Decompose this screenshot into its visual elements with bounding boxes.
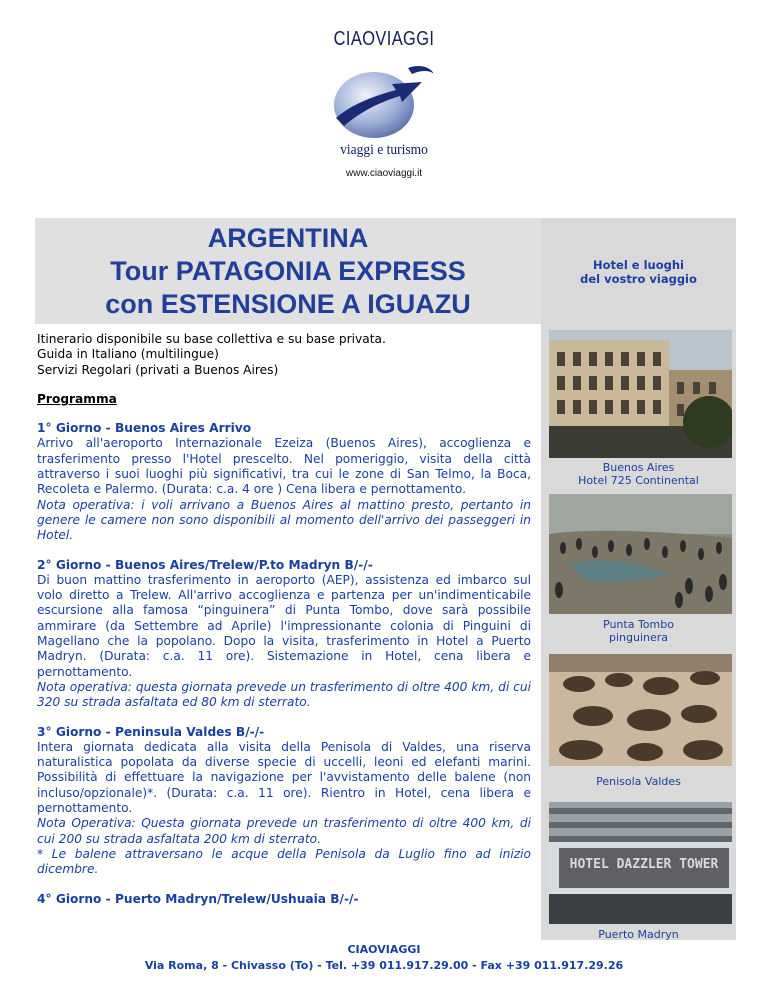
photo-caption xyxy=(541,461,736,487)
day-4 xyxy=(37,892,531,907)
sidebar-heading xyxy=(541,258,736,286)
main-content xyxy=(35,218,541,940)
hotel-sign: HOTEL DAZZLER TOWER xyxy=(569,857,719,872)
title-box xyxy=(35,218,541,324)
sidebar-heading-line: Hotel e luoghi xyxy=(593,258,684,272)
website-url: www.ciaoviaggi.it xyxy=(345,168,423,179)
day-note: Nota operativa: i voli arrivano a Buenos Aires al mattino presto, pertanto in genere le camere non sono disponibili al momento dell'arrivo dei passeggeri in Hotel. xyxy=(37,497,531,543)
day-note-footnote: * Le balene attraversano le acque della Penisola da Luglio fino ad inizio dicembre. xyxy=(37,846,531,877)
caption-line: Puerto Madryn xyxy=(598,928,679,941)
sidebar-heading-line: del vostro viaggio xyxy=(580,272,697,286)
penguin-colony-photo xyxy=(549,494,732,614)
globe-logo-icon xyxy=(322,60,446,142)
photo-caption xyxy=(541,775,736,788)
brand-tagline: viaggi e turismo xyxy=(340,142,428,158)
title-line-3: con ESTENSIONE A IGUAZU xyxy=(105,289,471,319)
day-note: Nota Operativa: Questa giornata prevede un trasferimento di oltre 400 km, di cui 200 su strada asfaltata 200 km di sterrato. xyxy=(37,816,531,846)
day-title: 4° Giorno - Puerto Madryn/Trelew/Ushuaia B/-/- xyxy=(37,891,359,906)
day-text: Arrivo all'aeroporto Internazionale Ezeiza (Buenos Aires), accoglienza e trasferimento presso l'Hotel prescelto. Nel pomeriggio, visita della città attraverso i suoi luoghi più significativi, tra cui le zone di San Telmo, la Boca, Recoleta e Palermo. (Durata: c.a. 4 ore ) Cena libera e pernottamento. xyxy=(37,436,531,497)
title-line-1: ARGENTINA xyxy=(207,223,369,253)
day-1 xyxy=(37,421,531,543)
footer-address: Via Roma, 8 - Chivasso (To) - Tel. +39 011.917.29.00 - Fax +39 011.917.29.26 xyxy=(144,959,624,972)
day-title: 2° Giorno - Buenos Aires/Trelew/P.to Madryn B/-/- xyxy=(37,557,373,572)
caption-line: pinguinera xyxy=(608,631,669,644)
day-2 xyxy=(37,558,531,711)
intro-line: Servizi Regolari (privati a Buenos Aires) xyxy=(37,362,279,377)
title-line-2: Tour PATAGONIA EXPRESS xyxy=(110,256,466,286)
programma-heading: Programma xyxy=(37,391,117,406)
intro-line: Itinerario disponibile su base collettiva e su base privata. xyxy=(37,332,386,346)
caption-line: Penisola Valdes xyxy=(596,775,681,788)
day-text: Intera giornata dedicata alla visita della Penisola di Valdes, una riserva naturalistica popolata da diverse specie di uccelli, leoni ed elefanti marini. Possibilità di effettuare la navigazione per l'avvistamento delle balene (non incluso/opzionale)*. (Durata: c.a. 11 ore). Rientro in Hotel, cena libera e pernottamento. xyxy=(37,739,531,816)
footer-company: CIAOVIAGGI xyxy=(347,943,421,956)
day-text: Di buon mattino trasferimento in aeroporto (AEP), assistenza ed imbarco sul volo diretto a Trelew. All'arrivo accoglienza e partenza per un'indimenticabile escursione alla famosa “pinguinera” di Punta Tombo, dove sarà possibile ammirare (da Settembre ad Aprile) l'impressionante colonia di Pinguini di Magellano che la popolano. Dopo la visita, trasferimento in Hotel a Puerto Madryn. (Durata: c.a. 11 ore). Sistemazione in Hotel, cena libera e pernottamento. xyxy=(37,572,531,679)
intro-line: Guida in Italiano (multilingue) xyxy=(37,347,219,362)
footer xyxy=(0,942,768,974)
page-title xyxy=(35,222,541,321)
hotel-facade-photo xyxy=(549,802,732,924)
day-title: 3° Giorno - Peninsula Valdes B/-/- xyxy=(37,724,265,739)
intro-block xyxy=(37,332,531,378)
day-title: 1° Giorno - Buenos Aires Arrivo xyxy=(37,421,252,436)
caption-line: Hotel 725 Continental xyxy=(578,474,699,487)
day-3 xyxy=(37,725,531,878)
sea-lions-photo xyxy=(549,654,732,766)
day-note: Nota operativa: questa giornata prevede un trasferimento di oltre 400 km, di cui 320 su strada asfaltata ed 80 km di sterrato. xyxy=(37,679,531,710)
caption-line: Punta Tombo xyxy=(603,618,674,631)
brand-name: CIAOVIAGGI xyxy=(333,28,435,50)
itinerary-body xyxy=(37,332,531,921)
sidebar xyxy=(541,218,736,940)
caption-line: Buenos Aires xyxy=(602,461,675,474)
hotel-building-photo xyxy=(549,330,732,458)
photo-caption xyxy=(541,618,736,644)
photo-caption xyxy=(541,928,736,941)
header xyxy=(0,0,768,200)
